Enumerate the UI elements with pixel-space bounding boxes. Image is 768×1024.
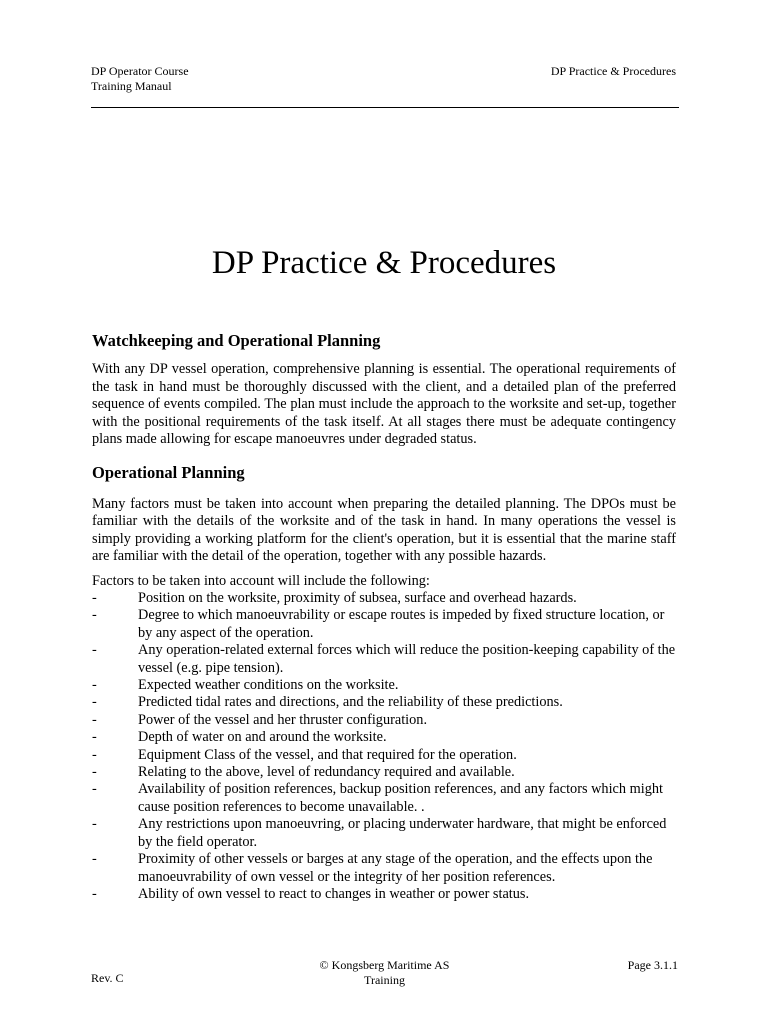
footer-copyright: © Kongsberg Maritime AS (319, 958, 450, 972)
bullet-dash: - (92, 590, 97, 606)
list-item (92, 851, 676, 886)
header-manual: Training Manaul (91, 79, 172, 93)
bullet-dash: - (92, 885, 97, 902)
list-item-text: Predicted tidal rates and directions, and the reliability of these predictions. (138, 694, 563, 711)
list-item-text: Any restrictions upon manoeuvring, or placing underwater hardware, that might be enforced by the field operator. (138, 816, 667, 850)
list-item (92, 694, 676, 711)
bullet-dash: - (92, 781, 97, 798)
list-item (92, 816, 676, 851)
list-item (92, 642, 676, 677)
factors-list (92, 590, 676, 903)
bullet-dash: - (92, 729, 97, 746)
bullet-dash: - (92, 764, 97, 781)
footer-center (91, 958, 678, 987)
bullet-dash: - (92, 694, 97, 711)
footer-dept: Training (364, 972, 405, 987)
list-item-text: Proximity of other vessels or barges at any stage of the operation, and the effects upon the manoeuvrability of own vessel or the integrity of her position references. (138, 851, 653, 885)
factors-intro: Factors to be taken into account will include the following: (92, 572, 430, 589)
list-item (92, 747, 676, 764)
list-item (92, 764, 676, 781)
header-left (91, 64, 189, 94)
list-item-text: Degree to which manoeuvrability or escape routes is impeded by fixed structure location, or by any aspect of the operation. (138, 607, 665, 641)
page-header (91, 64, 676, 94)
list-item-text: Expected weather conditions on the worksite. (138, 677, 399, 694)
bullet-dash: - (92, 711, 97, 728)
list-item (92, 712, 676, 729)
bullet-dash: - (92, 677, 97, 694)
header-section: DP Practice & Procedures (550, 64, 676, 78)
header-divider (91, 107, 679, 108)
list-item (92, 729, 676, 746)
list-item (92, 781, 676, 816)
list-item (92, 677, 676, 694)
section-paragraph: Many factors must be taken into account when preparing the detailed planning. The DPOs must be familiar with the details of the worksite and of the task in hand. In many operations the vessel is simply providing a working platform for the client's operation, but it is essential that the marine staff are familiar with the detail of the operation, together with any possible hazards. (92, 495, 676, 564)
list-item-text: Availability of position references, backup position references, and any factors which might cause position references to become unavailable. . (138, 781, 663, 815)
page-title: DP Practice & Procedures (211, 245, 557, 281)
bullet-dash: - (92, 607, 97, 624)
bullet-dash: - (92, 746, 97, 763)
section-heading-watchkeeping: Watchkeeping and Operational Planning (92, 331, 381, 350)
bullet-dash: - (92, 851, 97, 868)
list-item-text: Depth of water on and around the worksite. (138, 729, 387, 746)
list-item-text: Ability of own vessel to react to changes in weather or power status. (138, 885, 530, 902)
list-item-text: Equipment Class of the vessel, and that required for the operation. (138, 746, 517, 763)
list-item (92, 607, 676, 642)
list-item (92, 886, 676, 903)
list-item-text: Relating to the above, level of redundancy required and available. (138, 764, 515, 781)
list-item (92, 590, 676, 607)
bullet-dash: - (92, 642, 97, 659)
list-item-text: Position on the worksite, proximity of subsea, surface and overhead hazards. (138, 590, 577, 606)
footer-revision: Rev. C (91, 971, 124, 985)
list-item-text: Any operation-related external forces which will reduce the position-keeping capability of the vessel (e.g. pipe tension). (138, 642, 676, 676)
list-item-text: Power of the vessel and her thruster configuration. (138, 711, 428, 728)
section-heading-operational-planning: Operational Planning (92, 462, 245, 482)
page-content (92, 330, 676, 903)
header-course: DP Operator Course (91, 64, 189, 78)
bullet-dash: - (92, 816, 97, 833)
footer-page-number: Page 3.1.1 (627, 958, 678, 972)
section-paragraph: With any DP vessel operation, comprehensive planning is essential. The operational requirements of the task in hand must be thoroughly discussed with the client, and a detailed plan of the preferred sequence of events compiled. The plan must include the approach to the worksite and set-up, together with the positional requirements of the task itself. At all stages there must be adequate contingency plans made allowing for escape manoeuvres under degraded status. (92, 361, 676, 447)
